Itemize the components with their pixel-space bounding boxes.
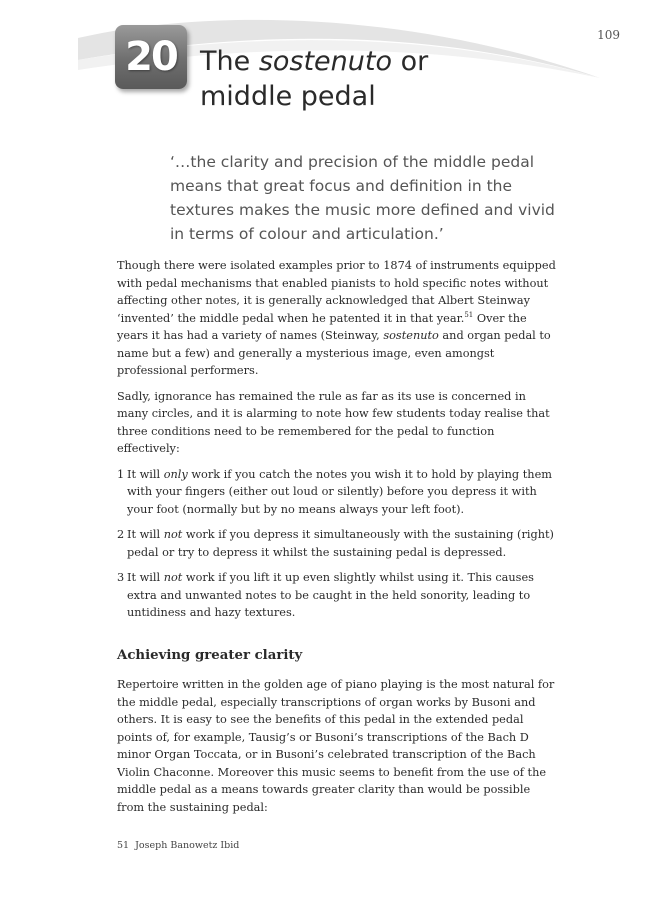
paragraph-1	[117, 257, 557, 380]
footnote	[117, 840, 239, 851]
list-item-emphasis: only	[163, 467, 188, 481]
list-item	[117, 569, 557, 622]
chapter-number-badge	[115, 25, 187, 89]
list-item-pre: It will	[127, 528, 164, 541]
chapter-title	[200, 44, 428, 114]
chapter-title-suffix: or	[392, 46, 429, 77]
list-item-pre: It will	[127, 467, 164, 481]
list-item	[117, 526, 557, 561]
p1-text-a: Though there were isolated examples prior to 1874 of instruments equipped with pedal mechanisms that enabled pianists to hold specific notes without affecting other notes, it is generally acknowledged that Albert Steinway ‘invented’ the middle pedal when he patented it in that year.	[117, 259, 556, 325]
paragraph-2: Sadly, ignorance has remained the rule as far as its use is concerned in many circles, and it is alarming to note how few students today realise that three conditions need to be remembered for the pedal to function effectively:	[117, 389, 550, 455]
list-item-emphasis: not	[163, 571, 183, 584]
list-item-number: 1	[117, 467, 125, 481]
list-item-emphasis: not	[163, 528, 183, 541]
paragraph-3: Repertoire written in the golden age of piano playing is the most natural for the middle pedal, especially transcriptions of organ works by Busoni and others. It is easy to see the benefits of this pedal in the extended pedal points of, for example, Tausig’s or Busoni’s transcriptions of the Bach D minor Organ Toccata, or in Busoni’s celebrated transcription of the Bach Violin Chaconne. Moreover this music seems to benefit from the use of the middle pedal as a means towards greater clarity than would be possible from the sustaining pedal:	[117, 678, 555, 814]
chapter-title-prefix: The	[200, 46, 259, 77]
chapter-number: 20	[125, 34, 177, 80]
footnote-number: 51	[117, 840, 130, 851]
body-text	[117, 257, 557, 824]
list-item-post: work if you depress it simultaneously with the sustaining (right) pedal or try to depress it whilst the sustaining pedal is depressed.	[127, 528, 554, 559]
list-item-post: work if you catch the notes you wish it to hold by playing them with your fingers (either out loud or silently) before you depress it with your foot (normally but by no means always your left foot).	[127, 467, 552, 516]
epigraph-quote: ‘…the clarity and precision of the middle pedal means that great focus and definition in the textures makes the music more defined and vivid in terms of colour and articulation.’	[170, 153, 555, 243]
list-item-post: work if you lift it up even slightly whilst using it. This causes extra and unwanted notes to be caught in the held sonority, leading to untidiness and hazy textures.	[127, 571, 534, 619]
footnote-text: Joseph Banowetz Ibid	[135, 840, 240, 851]
list-item-number: 2	[117, 528, 125, 541]
list-item-number: 3	[117, 571, 125, 584]
p1-text-b: Over the years it has had a variety of names (Steinway,	[117, 311, 527, 342]
list-item	[117, 466, 557, 519]
chapter-title-line2: middle pedal	[200, 81, 376, 112]
list-item-pre: It will	[127, 571, 164, 584]
conditions-list	[117, 466, 557, 622]
p1-italic: sostenuto	[383, 329, 439, 342]
footnote-ref-51[interactable]: 51	[464, 310, 474, 319]
section-heading: Achieving greater clarity	[117, 647, 303, 663]
chapter-title-italic: sostenuto	[258, 46, 392, 77]
p1-text-c: and organ pedal to name but a few) and generally a mysterious image, even amongst professional performers.	[117, 329, 551, 377]
page-number: 109	[597, 28, 620, 42]
